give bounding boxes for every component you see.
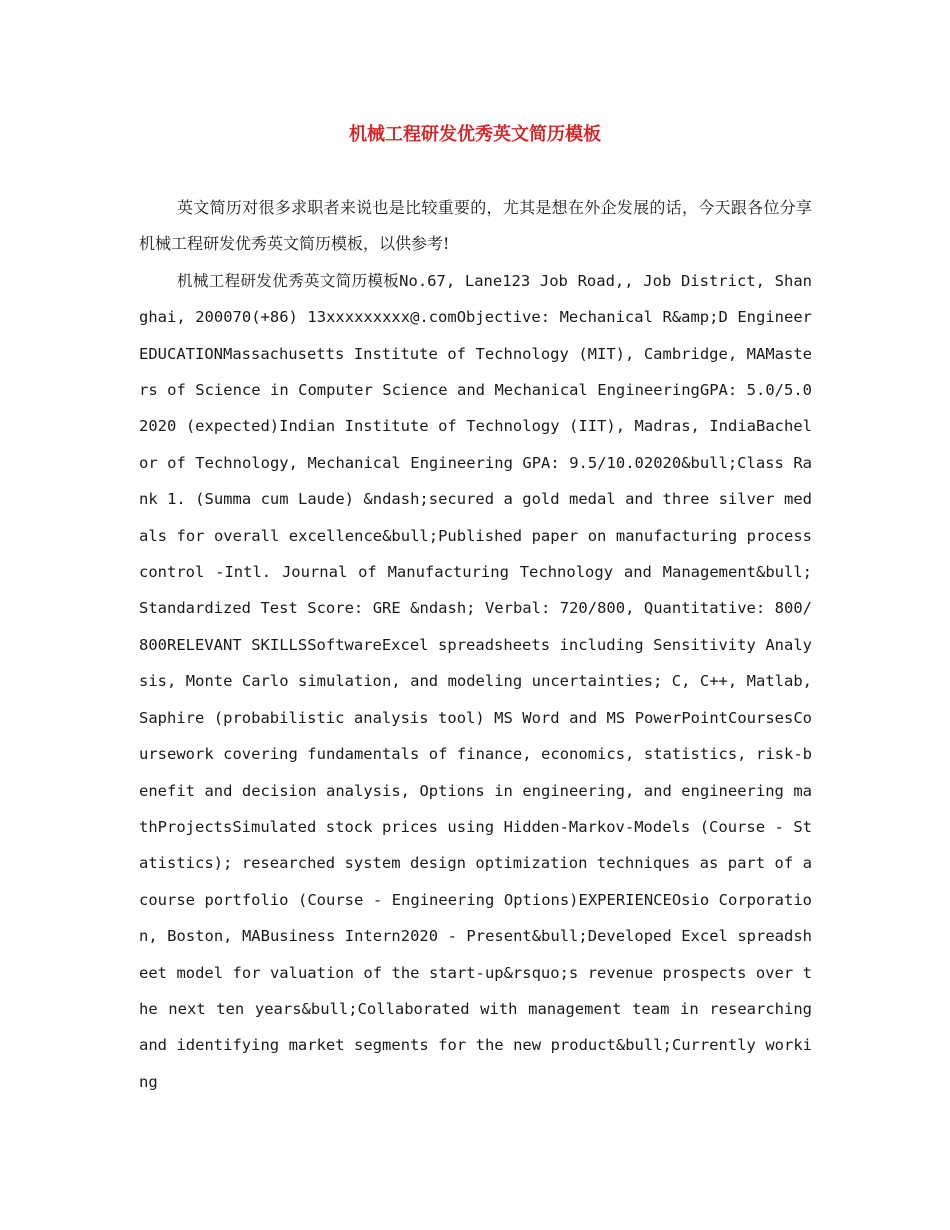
document-title: 机械工程研发优秀英文简历模板 <box>349 124 601 145</box>
document-body <box>139 190 812 1100</box>
intro-paragraph: 英文简历对很多求职者来说也是比较重要的，尤其是想在外企发展的话，今天跟各位分享机械工程研发优秀英文简历模板，以供参考! <box>139 198 812 254</box>
resume-paragraph: 机械工程研发优秀英文简历模板No.67, Lane123 Job Road,, Job District, Shanghai, 200070(+86) 13xxxxxxxxx@.comObjective: Mechanical R&amp;D EngineerEDUCATIONMassachusetts Institute of Technology (MIT), Cambridge, MAMasters of Science in Computer Science and Mechanical EngineeringGPA: 5.0/5.02020 (expected)Indian Institute of Technology (IIT), Madras, IndiaBachelor of Technology, Mechanical Engineering GPA: 9.5/10.02020&bull;Class Rank 1. (Summa cum Laude) &ndash;secured a gold medal and three silver medals for overall excellence&bull;Published paper on manufacturing process control -Intl. Journal of Manufacturing Technology and Management&bull; Standardized Test Score: GRE &ndash; Verbal: 720/800, Quantitative: 800/800RELEVANT SKILLSSoftwareExcel spreadsheets including Sensitivity Analysis, Monte Carlo simulation, and modeling uncertainties; C, C++, Matlab, Saphire (probabilistic analysis tool) MS Word and MS PowerPointCoursesCoursework covering fundamentals of finance, economics, statistics, risk-benefit and decision analysis, Options in engineering, and engineering mathProjectsSimulated stock prices using Hidden-Markov-Models (Course - Statistics); researched system design optimization techniques as part of a course portfolio (Course - Engineering Options)EXPERIENCEOsio Corporation, Boston, MABusiness Intern2020 - Present&bull;Developed Excel spreadsheet model for valuation of the start-up&rsquo;s revenue prospects over the next ten years&bull;Collaborated with management team in researching and identifying market segments for the new product&bull;Currently working <box>139 271 812 1091</box>
